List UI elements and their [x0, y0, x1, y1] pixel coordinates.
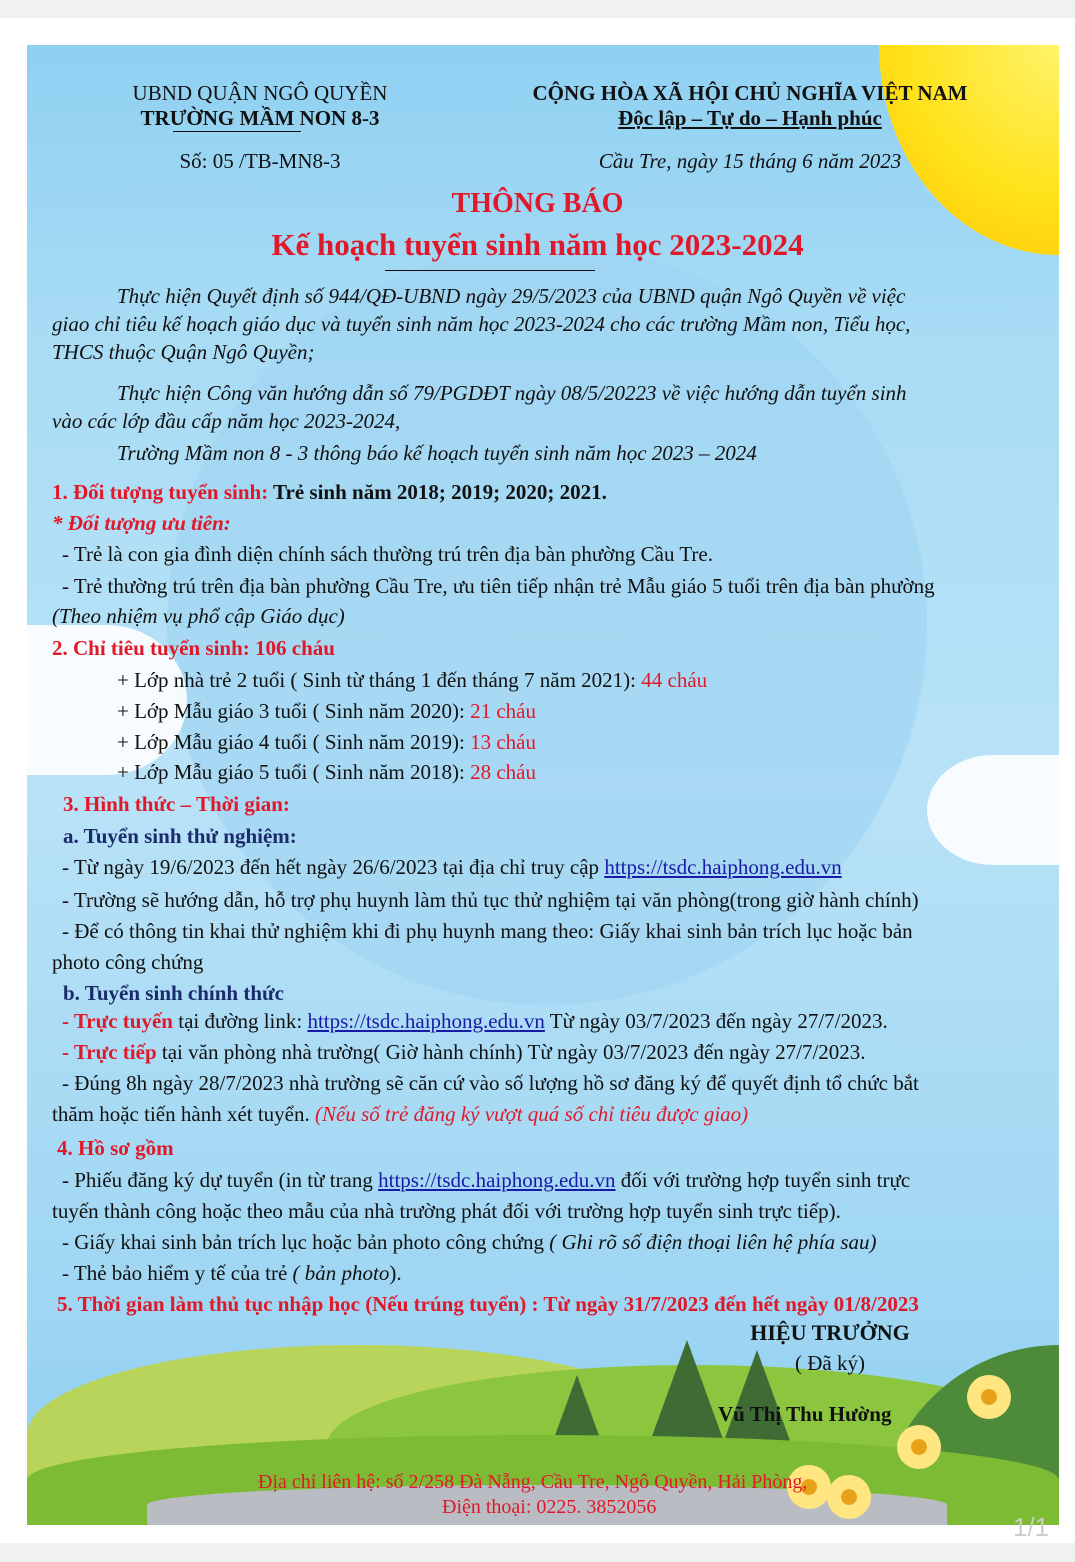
document-text: - Thẻ bảo hiểm y tế của trẻ [62, 1261, 293, 1285]
section-4-heading: 4. Hồ sơ gồm [57, 1136, 174, 1160]
intro-text: Thực hiện Công văn hướng dẫn số 79/PGDĐT ngày 08/5/20223 về việc hướng dẫn tuyển sinh [117, 381, 907, 405]
official-text: tại đường link: [172, 1009, 308, 1033]
intro-text: Thực hiện Quyết định số 944/QĐ-UBND ngày 29/5/2023 của UBND quận Ngô Quyền về việc [117, 284, 906, 308]
section-label: 1. Đối tượng tuyển sinh: [52, 480, 269, 504]
divider [173, 131, 301, 132]
contact-address: Địa chỉ liên hệ: số 2/258 Đà Nẵng, Cầu Tre, Ngô Quyền, Hải Phòng, [258, 1471, 808, 1493]
notice-title: THÔNG BÁO [451, 188, 624, 219]
signer-role: HIỆU TRƯỞNG [750, 1320, 910, 1345]
document-item: tuyến thành công hoặc theo mẫu của nhà trường phát đối với trường hợp tuyển sinh trực tiếp). [52, 1199, 841, 1223]
document-text: đối với trường hợp tuyển sinh trực [615, 1168, 911, 1192]
flower-decoration [967, 1375, 1011, 1419]
official-text: tại văn phòng nhà trường( Giờ hành chính) Từ ngày 03/7/2023 đến ngày 27/7/2023. [156, 1040, 866, 1064]
quota-label: + Lớp Mẫu giáo 5 tuổi ( Sinh năm 2018): [117, 760, 471, 784]
quota-count: 21 cháu [470, 699, 536, 723]
quota-label: + Lớp Mẫu giáo 4 tuổi ( Sinh năm 2019): [117, 730, 471, 754]
flower-decoration [897, 1425, 941, 1469]
document-text: - Giấy khai sinh bản trích lục hoặc bản photo công chứng [62, 1230, 550, 1254]
section-5-heading: 5. Thời gian làm thủ tục nhập học (Nếu trúng tuyển) : Từ ngày 31/7/2023 đến hết ngày 01/8/2023 [57, 1292, 919, 1316]
signer-name: Vũ Thị Thu Hường [718, 1402, 892, 1426]
page-indicator: 1/1 [1013, 1512, 1050, 1542]
school-name: TRƯỜNG MẦM NON 8-3 [140, 106, 380, 130]
document-text: ). [389, 1261, 402, 1285]
trial-item: - Trường sẽ hướng dẫn, hỗ trợ phụ huynh làm thủ tục thử nghiệm tại văn phòng(trong giờ hành chính) [62, 888, 919, 912]
trial-item [62, 853, 842, 881]
section-3-heading: 3. Hình thức – Thời gian: [63, 792, 290, 816]
official-item [62, 1007, 888, 1035]
official-item [52, 1100, 748, 1128]
flower-decoration [827, 1475, 871, 1519]
intro-text: vào các lớp đầu cấp năm học 2023-2024, [52, 409, 401, 433]
contact-phone: Điện thoại: 0225. 3852056 [442, 1496, 657, 1518]
priority-item: - Trẻ là con gia đình diện chính sách thường trú trên địa bàn phường Cầu Tre. [62, 542, 713, 566]
document-item [62, 1228, 877, 1256]
document-text: - Phiếu đăng ký dự tuyển (in từ trang [62, 1168, 379, 1192]
official-item: - Đúng 8h ngày 28/7/2023 nhà trường sẽ căn cứ vào số lượng hồ sơ đăng ký để quyết định tổ chức bắt [62, 1071, 919, 1095]
quota-item [117, 728, 536, 756]
intro-text: THCS thuộc Quận Ngô Quyền; [52, 340, 315, 364]
official-item [62, 1038, 866, 1066]
quota-item [117, 697, 536, 725]
intro-text: Trường Mầm non 8 - 3 thông báo kế hoạch tuyển sinh năm học 2023 – 2024 [117, 441, 757, 465]
trial-heading: a. Tuyển sinh thử nghiệm: [63, 824, 297, 848]
registration-link[interactable]: https://tsdc.haiphong.edu.vn [604, 855, 842, 879]
quota-count: 13 cháu [470, 730, 536, 754]
online-label: - Trực tuyến [62, 1009, 173, 1033]
cloud-decoration [927, 755, 1059, 865]
document-number: Số: 05 /TB-MN8-3 [179, 149, 341, 173]
intro-text: giao chỉ tiêu kế hoạch giáo dục và tuyển sinh năm học 2023-2024 cho các trường Mầm non, Tiểu học, [52, 312, 911, 336]
priority-item: - Trẻ thường trú trên địa bàn phường Cầu Tre, ưu tiên tiếp nhận trẻ Mẫu giáo 5 tuổi trên địa bàn phường [62, 574, 935, 598]
section-1-heading [52, 478, 607, 506]
signature-status: ( Đã ký) [795, 1351, 865, 1375]
official-text: Từ ngày 03/7/2023 đến ngày 27/7/2023. [544, 1009, 888, 1033]
registration-link[interactable]: https://tsdc.haiphong.edu.vn [378, 1168, 616, 1192]
priority-note: (Theo nhiệm vụ phổ cập Giáo dục) [52, 604, 345, 628]
document-item [62, 1259, 402, 1287]
trial-text: - Từ ngày 19/6/2023 đến hết ngày 26/6/2023 tại địa chỉ truy cập [62, 855, 605, 879]
quota-count: 44 cháu [641, 668, 708, 692]
section-2-heading: 2. Chỉ tiêu tuyển sinh: 106 cháu [52, 636, 335, 660]
divider [385, 270, 595, 271]
notice-subtitle: Kế hoạch tuyển sinh năm học 2023-2024 [271, 227, 804, 262]
official-text: thăm hoặc tiến hành xét tuyển. [52, 1102, 316, 1126]
official-note: (Nếu số trẻ đăng ký vượt quá số chỉ tiêu được giao) [315, 1102, 749, 1126]
document-note: ( Ghi rõ số điện thoại liên hệ phía sau) [549, 1230, 877, 1254]
in-person-label: - Trực tiếp [62, 1040, 157, 1064]
registration-link[interactable]: https://tsdc.haiphong.edu.vn [307, 1009, 545, 1033]
quota-count: 28 cháu [470, 760, 536, 784]
quota-label: + Lớp nhà trẻ 2 tuổi ( Sinh từ tháng 1 đến tháng 7 năm 2021): [117, 668, 642, 692]
quota-label: + Lớp Mẫu giáo 3 tuổi ( Sinh năm 2020): [117, 699, 471, 723]
priority-heading: * Đối tượng ưu tiên: [52, 511, 231, 535]
national-motto: Độc lập – Tự do – Hạnh phúc [618, 106, 882, 130]
quota-item [117, 758, 536, 786]
national-title: CỘNG HÒA XÃ HỘI CHỦ NGHĨA VIỆT NAM [532, 81, 968, 105]
authority-name: UBND QUẬN NGÔ QUYỀN [132, 81, 388, 105]
quota-item [117, 666, 707, 694]
document-item [62, 1166, 910, 1194]
official-heading: b. Tuyển sinh chính thức [63, 981, 284, 1005]
section-value: Trẻ sinh năm 2018; 2019; 2020; 2021. [268, 480, 607, 504]
document-date: Cầu Tre, ngày 15 tháng 6 năm 2023 [598, 149, 902, 173]
document-note: ( bản photo [292, 1261, 390, 1285]
trial-item: - Để có thông tin khai thử nghiệm khi đi phụ huynh mang theo: Giấy khai sinh bản trích lục hoặc bản [62, 919, 913, 943]
trial-item: photo công chứng [52, 950, 204, 974]
